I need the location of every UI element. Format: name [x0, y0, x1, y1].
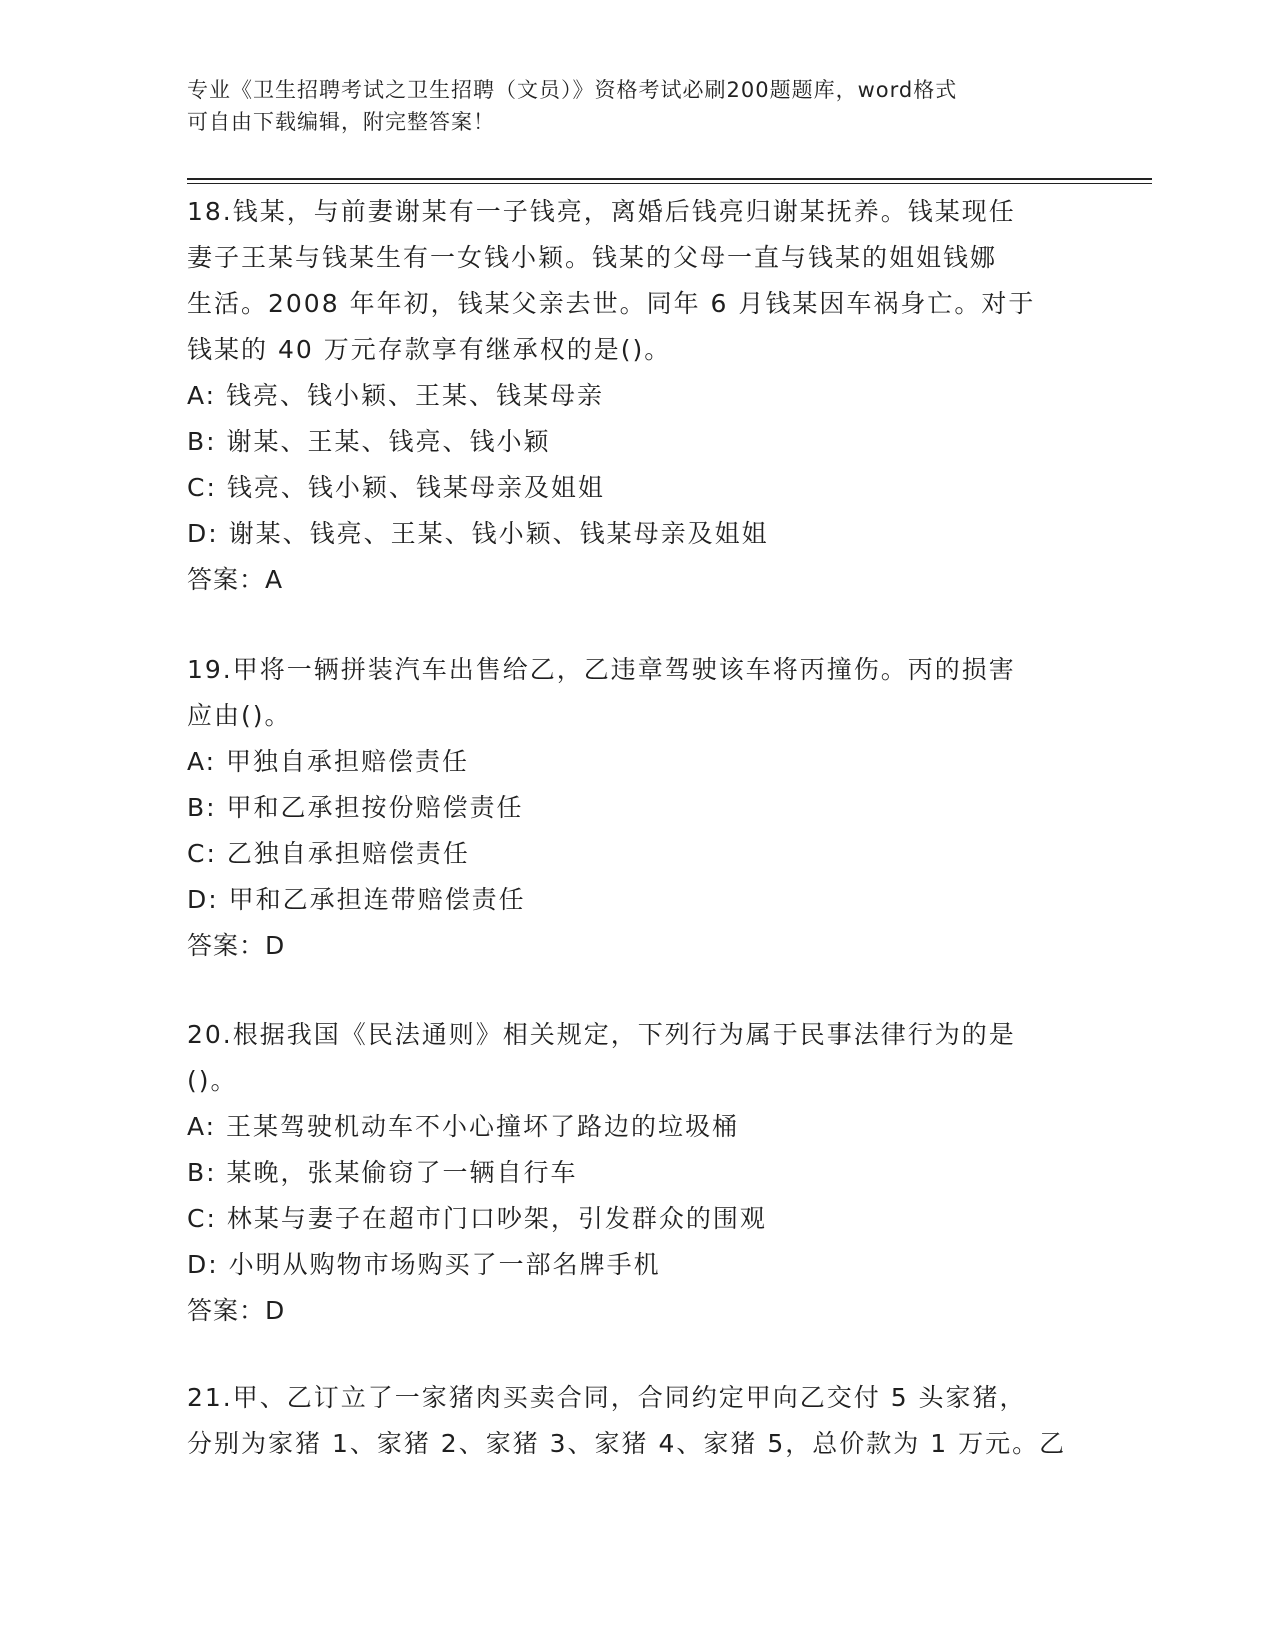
header-title-line-2: 可自由下载编辑，附完整答案！ [187, 110, 495, 134]
option-d: D: 小明从购物市场购买了一部名牌手机 [187, 1250, 661, 1279]
option-d: D: 甲和乙承担连带赔偿责任 [187, 885, 526, 914]
question-stem-line: 21.甲、乙订立了一家猪肉买卖合同，合同约定甲向乙交付 5 头家猪， [187, 1383, 1027, 1412]
question-stem-line: 生活。2008 年年初，钱某父亲去世。同年 6 月钱某因车祸身亡。对于 [187, 289, 1036, 318]
question-21 [187, 1375, 1087, 1467]
option-a: A: 甲独自承担赔偿责任 [187, 747, 470, 776]
answer-line: 答案：D [187, 931, 286, 960]
question-stem-line: 分别为家猪 1、家猪 2、家猪 3、家猪 4、家猪 5，总价款为 1 万元。乙 [187, 1429, 1067, 1458]
answer-line: 答案：A [187, 565, 284, 594]
question-stem-line: 应由()。 [187, 701, 292, 730]
question-18 [187, 189, 1087, 603]
header-title-line-1: 专业《卫生招聘考试之卫生招聘（文员）》资格考试必刷200题题库，word格式 [187, 78, 958, 102]
question-stem-line: 18.钱某，与前妻谢某有一子钱亮，离婚后钱亮归谢某抚养。钱某现任 [187, 197, 1016, 226]
header-divider-thin [187, 183, 1152, 184]
question-stem-line: 妻子王某与钱某生有一女钱小颖。钱某的父母一直与钱某的姐姐钱娜 [187, 243, 998, 272]
question-19 [187, 647, 1087, 969]
header-divider-thick [187, 178, 1152, 180]
option-a: A: 钱亮、钱小颖、王某、钱某母亲 [187, 381, 605, 410]
option-b: B: 某晚，张某偷窃了一辆自行车 [187, 1158, 578, 1187]
option-c: C: 林某与妻子在超市门口吵架，引发群众的围观 [187, 1204, 767, 1233]
question-stem-line: ()。 [187, 1066, 238, 1095]
answer-line: 答案：D [187, 1296, 286, 1325]
question-stem-line: 19.甲将一辆拼装汽车出售给乙，乙违章驾驶该车将丙撞伤。丙的损害 [187, 655, 1016, 684]
question-20 [187, 1012, 1087, 1334]
question-stem-line: 钱某的 40 万元存款享有继承权的是()。 [187, 335, 672, 364]
option-b: B: 谢某、王某、钱亮、钱小颖 [187, 427, 551, 456]
document-header [187, 74, 1067, 138]
question-stem-line: 20.根据我国《民法通则》相关规定，下列行为属于民事法律行为的是 [187, 1020, 1016, 1049]
option-a: A: 王某驾驶机动车不小心撞坏了路边的垃圾桶 [187, 1112, 740, 1141]
option-d: D: 谢某、钱亮、王某、钱小颖、钱某母亲及姐姐 [187, 519, 769, 548]
option-c: C: 乙独自承担赔偿责任 [187, 839, 470, 868]
option-b: B: 甲和乙承担按份赔偿责任 [187, 793, 524, 822]
option-c: C: 钱亮、钱小颖、钱某母亲及姐姐 [187, 473, 605, 502]
